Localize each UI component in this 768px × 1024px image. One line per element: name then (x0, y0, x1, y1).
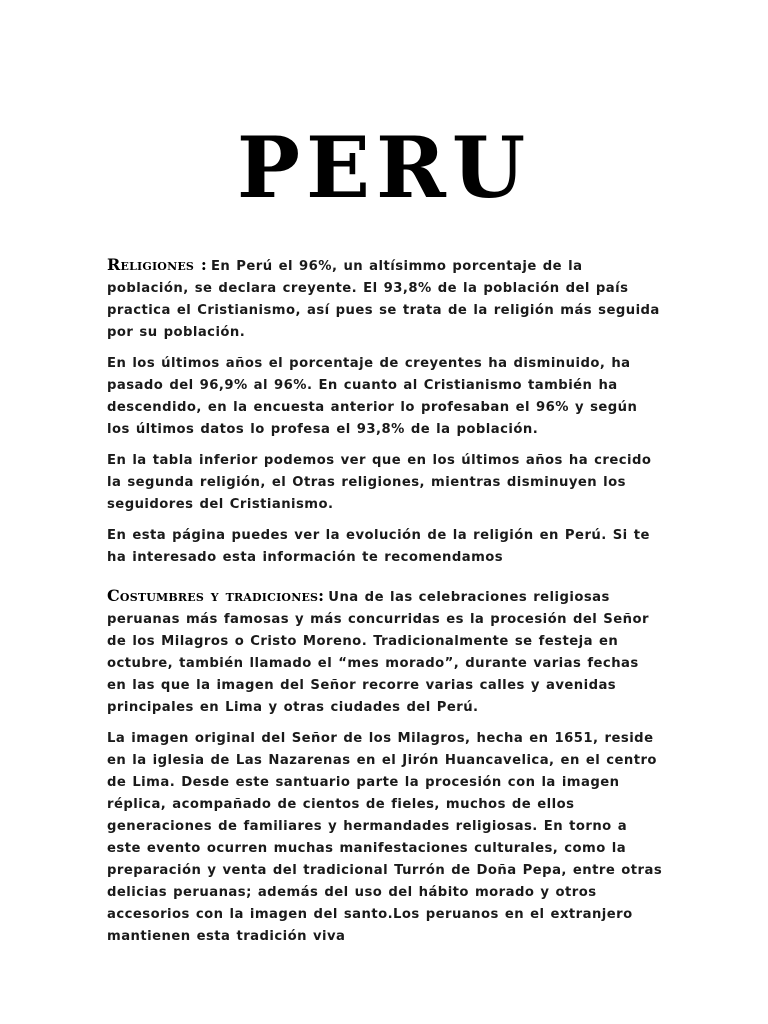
paragraph (107, 254, 663, 344)
page-title: PERU (236, 118, 532, 217)
section-heading-religiones: Religiones : (107, 255, 207, 274)
paragraph: La imagen original del Señor de los Milagros, hecha en 1651, reside en la iglesia de Las Nazarenas en el Jirón Huancavelica, en el centro de Lima. Desde este santuario parte la procesión con la imagen réplica, acompañado de cientos de fieles, muchos de ellos generaciones de familiares y hermandades religiosas. En torno a este evento ocurren muchas manifestaciones culturales, como la preparación y venta del tradicional Turrón de Doña Pepa, entre otras delicias peruanas; además del uso del hábito morado y otros accesorios con la imagen del santo.Los peruanos en el extranjero mantienen esta tradición viva (107, 731, 663, 944)
paragraph: En los últimos años el porcentaje de creyentes ha disminuido, ha pasado del 96,9% al 96%. En cuanto al Cristianismo también ha descendido, en la encuesta anterior lo profesaban el 96% y según los últimos datos lo profesa el 93,8% de la población. (107, 356, 638, 437)
paragraph-text: Una de las celebraciones religiosas peruanas más famosas y más concurridas es la procesión del Señor de los Milagros o Cristo Moreno. Tradicionalmente se festeja en octubre, también llamado el “mes morado”, durante varias fechas en las que la imagen del Señor recorre varias calles y avenidas principales en Lima y otras ciudades del Perú. (107, 590, 649, 715)
paragraph: En esta página puedes ver la evolución de la religión en Perú. Si te ha interesado esta información te recomendamos (107, 528, 650, 565)
paragraph (107, 585, 663, 719)
section-heading-costumbres: Costumbres y tradiciones: (107, 586, 325, 605)
paragraph: En la tabla inferior podemos ver que en los últimos años ha crecido la segunda religión, el Otras religiones, mientras disminuyen los seguidores del Cristianismo. (107, 453, 652, 512)
document-body (107, 254, 663, 957)
paragraph-text: En Perú el 96%, un altísimmo porcentaje de la población, se declara creyente. El 93,8% de la población del país practica el Cristianismo, así pues se trata de la religión más seguida por su población. (107, 259, 660, 340)
